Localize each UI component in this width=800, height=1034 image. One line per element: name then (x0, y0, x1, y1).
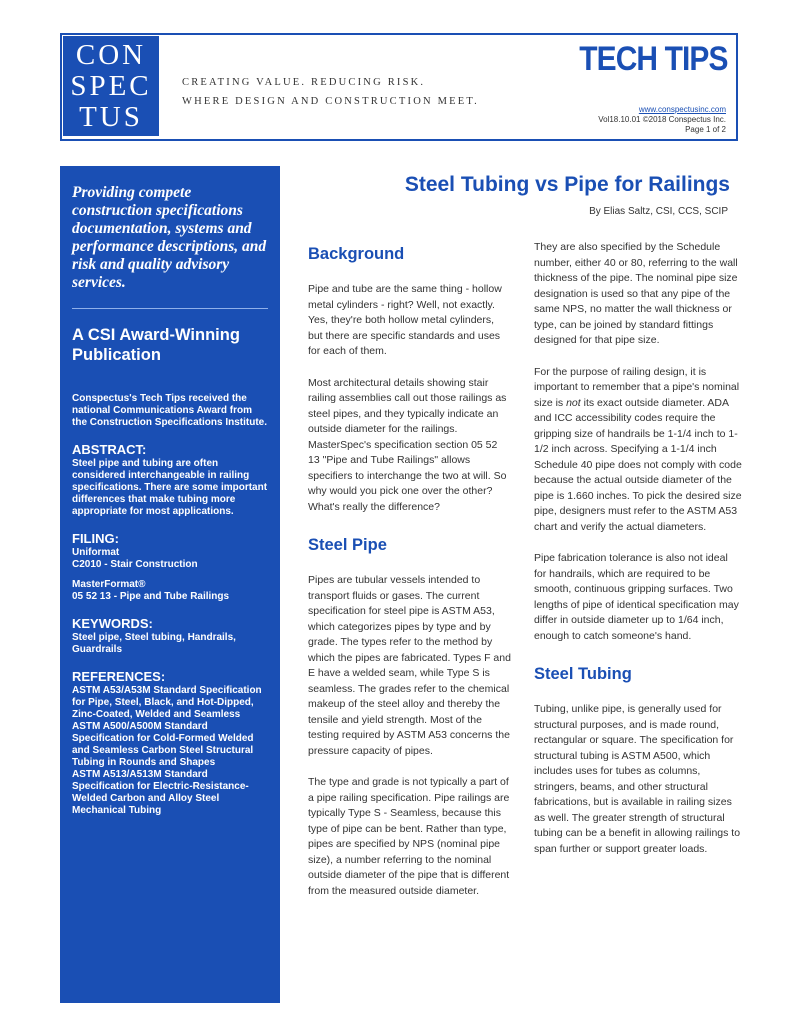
page-number: Page 1 of 2 (685, 125, 726, 134)
website-link[interactable]: www.conspectusinc.com (638, 105, 726, 114)
keywords-heading: KEYWORDS: (72, 616, 153, 631)
byline: By Elias Saltz, CSI, CCS, SCIP (589, 206, 728, 217)
article-title: Steel Tubing vs Pipe for Railings (404, 173, 730, 196)
article-column-2 (534, 240, 742, 873)
filing-line: 05 52 13 - Pipe and Tube Railings (72, 591, 230, 602)
reference-item: ASTM A53/A53M Standard Specification for Pipe, Steel, Black, and Hot-Dipped, Zinc-Coated, Welded and Seamless (72, 685, 262, 720)
logo-line: SPEC (70, 70, 152, 102)
abstract-text: Steel pipe and tubing are often considered interchangeable in railing specifications. There are some important differences that make tubing more appropriate for most applications. (72, 458, 268, 517)
emphasis: not (566, 396, 581, 409)
publication-meta (598, 105, 726, 135)
paragraph (534, 365, 742, 536)
tagline-line-2: WHERE DESIGN AND CONSTRUCTION MEET. (182, 96, 480, 107)
section-heading-steel-pipe: Steel Pipe (308, 536, 387, 554)
article-column-1 (308, 240, 511, 915)
paragraph: Pipe and tube are the same thing - hollow metal cylinders - right? Well, not exactly. Yes, they're both hollow metal cylinders, but there are specific standards and uses for each of them. (308, 283, 502, 357)
paragraph: The type and grade is not typically a part of a pipe railing specification. Pipe railings are typically Type S - Seamless, because this type of pipe can be bent. Rather than type, pipes are specified by NPS (nominal pipe size), a number referring to the nominal outside diameter of the pipe that is different from the measured outside diameter. (308, 776, 510, 897)
paragraph: Pipe fabrication tolerance is also not ideal for handrails, which are required to be smooth, continuous gripping surfaces. Two lengths of pipe of identical specification may differ in outside diameter up to 1/64 inch, enough to catch someone's hand. (534, 552, 739, 642)
tech-tips-badge: TECH TIPS (579, 40, 728, 78)
filing-heading: FILING: (72, 531, 119, 546)
filing-line: Uniformat (72, 547, 120, 558)
section-heading-background: Background (308, 245, 405, 263)
logo-line: CON (75, 39, 147, 71)
tagline-line-1: CREATING VALUE. REDUCING RISK. (182, 77, 426, 88)
tagline (182, 73, 479, 111)
spacer (72, 571, 268, 579)
text-run: its exact outside diameter. ADA and ICC accessibility codes require the gripping size of handrails be 1-1/4 inch to 1-1/2 inch across. Specifying a 1-1/4 inch Schedule 40 pipe does not comply with code because the actual outside diameter of the pipe is 1.660 inches. To pick the desired size pipe, designers must refer to the ASTM A53 chart and verify the actual diameters. (534, 396, 742, 533)
conspectus-logo (63, 36, 159, 136)
sidebar (60, 166, 280, 1003)
logo-line: TUS (79, 101, 143, 133)
section-heading-steel-tubing: Steel Tubing (534, 665, 632, 683)
paragraph: They are also specified by the Schedule number, either 40 or 80, referring to the wall thickness of the pipe. The nominal pipe size designation is used so that any pipe of the same NPS, no matter the wall thickness or type, can be joined by standard fittings designed for that pipe size. (534, 241, 738, 346)
keywords-text: Steel pipe, Steel tubing, Handrails, Guardrails (72, 632, 236, 655)
award-title: A CSI Award-Winning Publication (72, 326, 240, 364)
volume-info: Vol18.10.01 ©2018 Conspectus Inc. (598, 115, 726, 124)
filing-line: C2010 - Stair Construction (72, 559, 198, 570)
reference-item: ASTM A500/A500M Standard Specification for Cold-Formed Welded and Seamless Carbon Steel Structural Tubing in Rounds and Shapes (72, 721, 254, 768)
paragraph: Pipes are tubular vessels intended to transport fluids or gases. The current specification for steel pipe is ASTM A53, which categorizes pipes by type and by grade. The types refer to the method by which the pipes are fabricated. Types F and E have a welded seam, while Type S is seamless. The grades refer to the chemical makeup of the steel alloy and thereby the tensile and yield strength. Most of the testing required by ASTM A53 concerns the pressure capacity of pipes. (308, 574, 511, 757)
paragraph: Most architectural details showing stair railing assemblies call out those railings as steel pipes, and they typically indicate an outside diameter for the railings. MasterSpec's specification section 05 52 13 "Pipe and Tube Railings" allows specifiers to interchange the two at will. So why would you pick one over the other? What's really the difference? (308, 376, 507, 513)
references-heading: REFERENCES: (72, 669, 166, 684)
sidebar-divider (72, 308, 268, 309)
text-run: For the purpose of railing design, it is important to remember that a pipe's nominal size is (534, 365, 740, 409)
paragraph: Tubing, unlike pipe, is generally used for structural purposes, and is made round, rectangular or square. The specification for structural tubing is ASTM A500, which includes uses for tubes as columns, stringers, beams, and other structural fabrications, but is available in railing sizes as well. The greater strength of structural tubing can be a benefit in allowing railings to span further or support greater loads. (534, 703, 741, 855)
sidebar-intro: Providing compete construction specifications documentation, systems and performance descriptions, and risk and quality advisory services. (72, 184, 267, 291)
reference-item: ASTM A513/A513M Standard Specification for Electric-Resistance-Welded Carbon and Alloy Steel Mechanical Tubing (72, 769, 249, 816)
award-text: Conspectus's Tech Tips received the national Communications Award from the Construction Specifications Institute. (72, 393, 268, 428)
abstract-heading: ABSTRACT: (72, 442, 147, 457)
filing-line: MasterFormat® (72, 579, 146, 590)
